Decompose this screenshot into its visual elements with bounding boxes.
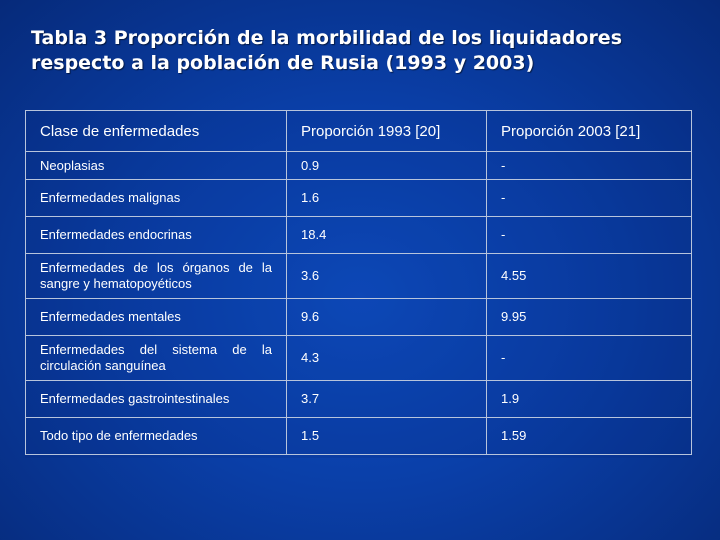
- table-header-row: [26, 111, 692, 152]
- cell-disease-class: Enfermedades malignas: [26, 180, 287, 217]
- cell-proportion-1993: 4.3: [287, 336, 487, 381]
- morbidity-table: [25, 110, 692, 455]
- morbidity-table-container: [25, 110, 691, 458]
- cell-proportion-2003: -: [487, 217, 692, 254]
- cell-proportion-1993: 0.9: [287, 152, 487, 180]
- cell-proportion-2003: 9.95: [487, 299, 692, 336]
- cell-disease-class: Enfermedades gastrointestinales: [26, 381, 287, 418]
- cell-proportion-2003: 1.59: [487, 418, 692, 455]
- cell-disease-class: Enfermedades mentales: [26, 299, 287, 336]
- cell-proportion-1993: 18.4: [287, 217, 487, 254]
- cell-proportion-1993: 1.5: [287, 418, 487, 455]
- header-disease-class: Clase de enfermedades: [26, 111, 287, 152]
- cell-proportion-2003: -: [487, 336, 692, 381]
- cell-proportion-1993: 3.6: [287, 254, 487, 299]
- cell-disease-class: Enfermedades de los órganos de la sangre y hematopoyéticos: [26, 254, 287, 299]
- cell-proportion-1993: 1.6: [287, 180, 487, 217]
- table-row: [26, 381, 692, 418]
- cell-disease-class: Enfermedades del sistema de la circulación sanguínea: [26, 336, 287, 381]
- table-row: [26, 217, 692, 254]
- slide-title: Tabla 3 Proporción de la morbilidad de los liquidadores respecto a la población de Rusia (1993 y 2003): [31, 27, 623, 74]
- cell-proportion-2003: 1.9: [487, 381, 692, 418]
- header-proportion-1993: Proporción 1993 [20]: [287, 111, 487, 152]
- cell-proportion-2003: -: [487, 152, 692, 180]
- table-row: [26, 418, 692, 455]
- cell-disease-class: Neoplasias: [26, 152, 287, 180]
- table-row: [26, 336, 692, 381]
- cell-proportion-2003: 4.55: [487, 254, 692, 299]
- header-proportion-2003: Proporción 2003 [21]: [487, 111, 692, 152]
- table-row: [26, 152, 692, 180]
- cell-disease-class: Enfermedades endocrinas: [26, 217, 287, 254]
- table-row: [26, 180, 692, 217]
- cell-proportion-1993: 3.7: [287, 381, 487, 418]
- cell-disease-class: Todo tipo de enfermedades: [26, 418, 287, 455]
- table-row: [26, 254, 692, 299]
- cell-proportion-1993: 9.6: [287, 299, 487, 336]
- cell-proportion-2003: -: [487, 180, 692, 217]
- table-row: [26, 299, 692, 336]
